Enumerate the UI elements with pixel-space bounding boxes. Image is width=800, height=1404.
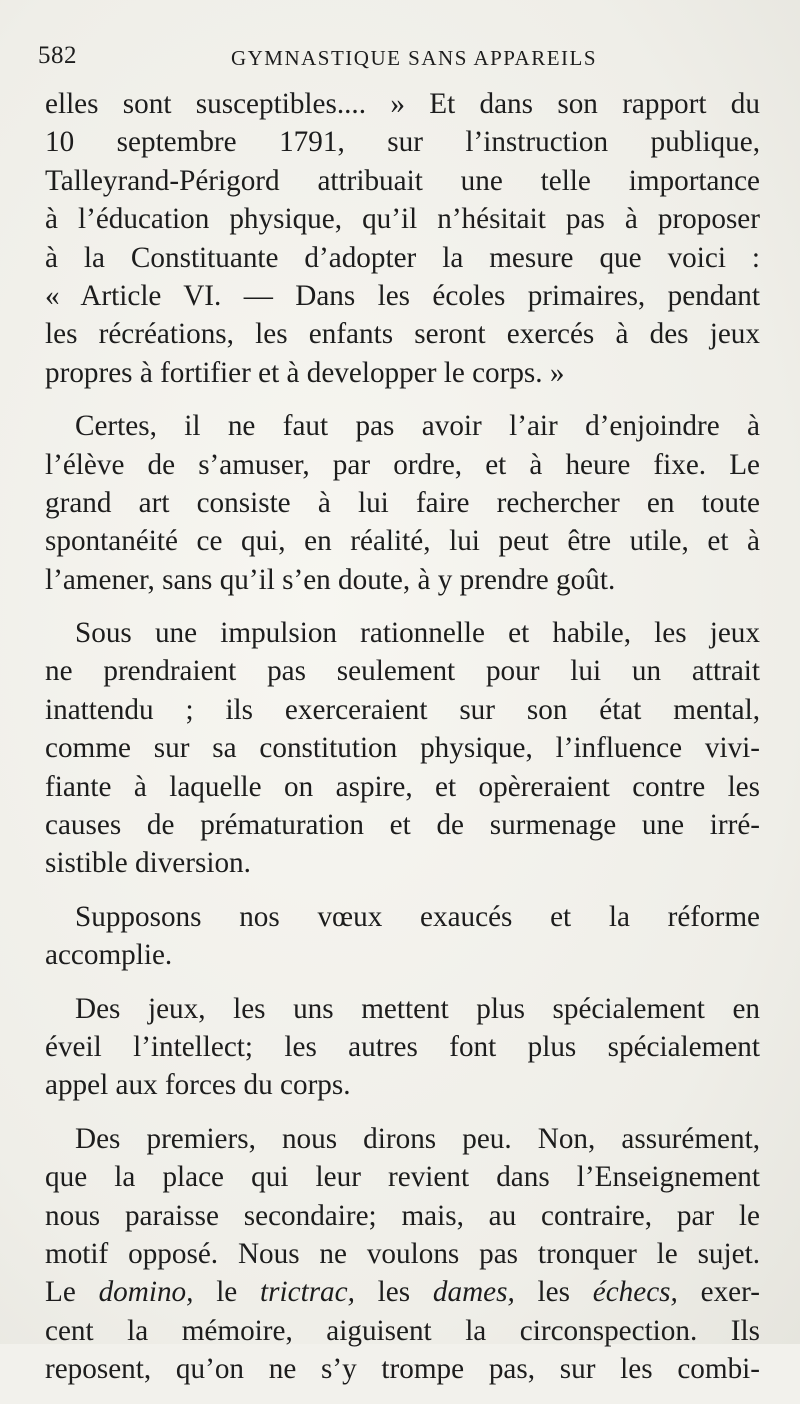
text-line: comme sur sa constitution physique, l’influence vivi- [45, 732, 760, 765]
page-number: 582 [38, 42, 77, 69]
page-header [38, 42, 760, 78]
text-line: appel aux forces du corps. [45, 1069, 351, 1102]
text-line: inattendu ; ils exerceraient sur son état mental, [45, 693, 760, 726]
text-line: à l’éducation physique, qu’il n’hésitait pas à proposer [45, 203, 760, 236]
text-run: le [193, 1276, 261, 1309]
text-line: Supposons nos vœux exaucés et la réforme [75, 900, 760, 933]
text-line: elles sont susceptibles.... » Et dans son rapport du [45, 88, 760, 120]
text-line: sistible diversion. [45, 847, 251, 880]
text-line: éveil l’intellect; les autres font plus spécialement [45, 1030, 760, 1063]
paragraph-3 [45, 614, 760, 883]
text-line: « Article VI. — Dans les écoles primaires, pendant [45, 279, 760, 312]
text-line: propres à fortifier et à developper le corps. » [45, 356, 565, 389]
text-run: les [514, 1276, 593, 1309]
text-line: l’amener, sans qu’il s’en doute, à y prendre goût. [45, 563, 616, 596]
text-line: les récréations, les enfants seront exercés à des jeux [45, 318, 760, 351]
paragraph-6 [45, 1120, 760, 1389]
text-line: fiante à laquelle on aspire, et opèreraient contre les [45, 770, 760, 803]
text-line: l’élève de s’amuser, par ordre, et à heure fixe. Le [45, 448, 760, 481]
body-text [45, 85, 760, 1404]
text-line: accomplie. [45, 939, 173, 972]
text-line: Des jeux, les uns mettent plus spécialement en [75, 992, 760, 1025]
italic-term-echecs: échecs, [592, 1276, 678, 1309]
paragraph-1 [45, 85, 760, 392]
text-line: Sous une impulsion rationnelle et habile, les jeux [75, 617, 760, 650]
paragraph-4 [45, 898, 760, 975]
text-line: à la Constituante d’adopter la mesure que voici : [45, 241, 760, 274]
text-line: Talleyrand-Périgord attribuait une telle importance [45, 164, 760, 197]
text-line: spontanéité ce qui, en réalité, lui peut être utile, et à [45, 525, 760, 558]
text-line: 10 septembre 1791, sur l’instruction publique, [45, 126, 760, 159]
text-line: Certes, il ne faut pas avoir l’air d’enjoindre à [75, 410, 760, 443]
paragraph-5 [45, 990, 760, 1105]
text-run: exer- [677, 1276, 760, 1309]
text-line: ne prendraient pas seulement pour lui un attrait [45, 655, 760, 688]
text-line: cent la mémoire, aiguisent la circonspection. Ils [45, 1314, 760, 1347]
text-line: reposent, qu’on ne s’y trompe pas, sur les combi- [45, 1353, 760, 1386]
text-run: Le [45, 1276, 99, 1309]
text-line-with-italics [45, 1273, 760, 1311]
text-line: que la place qui leur revient dans l’Enseignement [45, 1161, 760, 1194]
text-line: causes de prématuration et de surmenage une irré- [45, 809, 760, 842]
text-line: nous paraisse secondaire; mais, au contraire, par le [45, 1199, 760, 1232]
text-line: motif opposé. Nous ne voulons pas tronquer le sujet. [45, 1237, 760, 1270]
text-line: grand art consiste à lui faire rechercher en toute [45, 486, 760, 519]
italic-term-dames: dames, [432, 1276, 515, 1309]
italic-term-trictrac: trictrac, [260, 1276, 355, 1309]
text-line: Des premiers, nous dirons peu. Non, assurément, [75, 1122, 760, 1155]
paragraph-2 [45, 407, 760, 599]
text-run: les [354, 1276, 433, 1309]
running-title: GYMNASTIQUE SANS APPAREILS [230, 46, 598, 70]
italic-term-domino: domino, [98, 1276, 194, 1309]
